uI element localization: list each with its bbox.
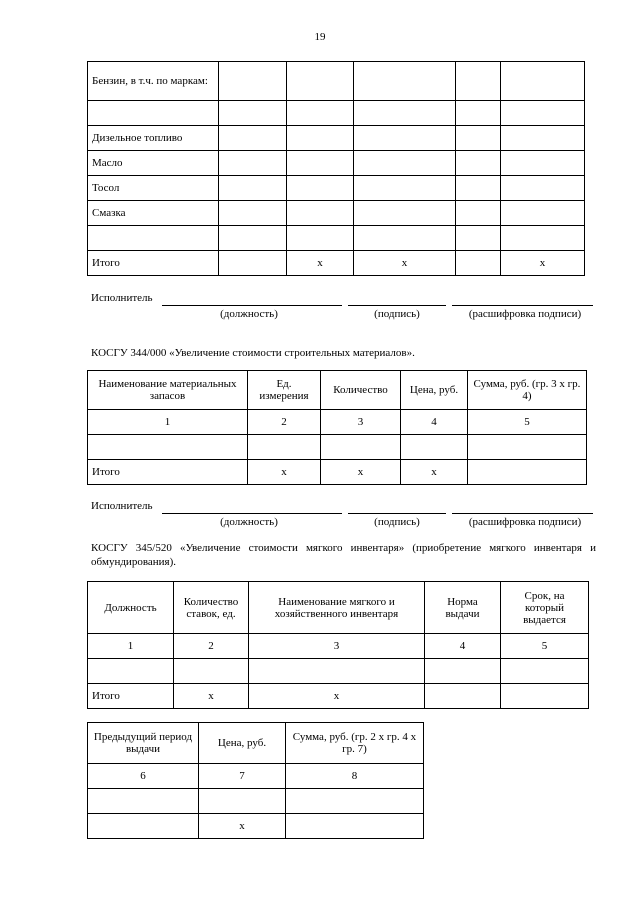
column-header: Наименование мягкого и хозяйственного инвентаря	[249, 582, 425, 634]
signature-label: Исполнитель	[91, 292, 153, 304]
table-row	[88, 62, 585, 101]
table-cell	[425, 659, 501, 684]
signature-block	[89, 500, 599, 530]
total-row	[88, 460, 587, 485]
table-cell	[501, 151, 585, 176]
page-number: 19	[314, 31, 326, 43]
table-cell: х	[174, 684, 249, 709]
column-header: Количество ставок, ед.	[174, 582, 249, 634]
header-row	[88, 723, 424, 764]
signature-caption: (подпись)	[374, 516, 420, 528]
inventory-cont-table	[87, 722, 424, 839]
header-row	[88, 582, 589, 634]
column-header: Норма выдачи	[425, 582, 501, 634]
table-row	[88, 435, 587, 460]
table-cell	[286, 814, 424, 839]
column-number: 4	[401, 410, 468, 435]
row-label	[88, 101, 219, 126]
table-cell	[219, 101, 287, 126]
signature-block	[89, 292, 599, 322]
table-cell	[287, 226, 354, 251]
table-cell	[174, 659, 249, 684]
table-cell	[354, 101, 456, 126]
table-row	[88, 101, 585, 126]
table-cell: х	[199, 814, 286, 839]
table-cell	[468, 435, 587, 460]
table-cell	[468, 460, 587, 485]
position-line	[162, 513, 342, 514]
table-cell	[287, 151, 354, 176]
column-header: Должность	[88, 582, 174, 634]
table-row	[88, 176, 585, 201]
table-row	[88, 126, 585, 151]
table-cell	[287, 176, 354, 201]
table-cell	[287, 62, 354, 101]
table-cell	[456, 201, 501, 226]
table-cell: х	[248, 460, 321, 485]
table-cell	[501, 62, 585, 101]
column-header: Сумма, руб. (гр. 3 х гр. 4)	[468, 371, 587, 410]
table-cell	[219, 201, 287, 226]
table-cell	[287, 126, 354, 151]
total-row	[88, 684, 589, 709]
table-cell	[219, 126, 287, 151]
table-cell	[354, 151, 456, 176]
table-cell	[501, 226, 585, 251]
table-cell: х	[321, 460, 401, 485]
table-cell	[456, 62, 501, 101]
column-number: 3	[321, 410, 401, 435]
table-cell: х	[501, 251, 585, 276]
column-number: 1	[88, 410, 248, 435]
table-row	[88, 251, 585, 276]
table-cell: х	[354, 251, 456, 276]
column-number: 1	[88, 634, 174, 659]
table-row	[88, 151, 585, 176]
table-cell	[219, 251, 287, 276]
table-cell	[287, 101, 354, 126]
total-label: Итого	[88, 684, 174, 709]
materials-heading: КОСГУ 344/000 «Увеличение стоимости строительных материалов».	[91, 347, 415, 359]
table-cell	[88, 659, 174, 684]
column-number: 6	[88, 764, 199, 789]
table-cell	[456, 251, 501, 276]
column-header: Количество	[321, 371, 401, 410]
row-label: Смазка	[88, 201, 219, 226]
table-cell	[219, 62, 287, 101]
table-cell	[456, 126, 501, 151]
column-number-row	[88, 410, 587, 435]
signature-line	[348, 513, 446, 514]
table-cell	[354, 126, 456, 151]
table-cell	[354, 176, 456, 201]
column-number-row	[88, 764, 424, 789]
table-row	[88, 789, 424, 814]
table-cell	[219, 151, 287, 176]
decoding-line	[452, 305, 593, 306]
header-row	[88, 371, 587, 410]
row-label: Масло	[88, 151, 219, 176]
position-caption: (должность)	[220, 308, 278, 320]
table-cell	[501, 176, 585, 201]
table-cell	[321, 435, 401, 460]
table-cell	[199, 789, 286, 814]
column-number: 4	[425, 634, 501, 659]
table-row	[88, 201, 585, 226]
row-label: Бензин, в т.ч. по маркам:	[88, 62, 219, 101]
column-number: 2	[174, 634, 249, 659]
inventory-table	[87, 581, 589, 709]
signature-caption: (подпись)	[374, 308, 420, 320]
position-line	[162, 305, 342, 306]
column-number: 3	[249, 634, 425, 659]
total-label: Итого	[88, 460, 248, 485]
position-caption: (должность)	[220, 516, 278, 528]
column-header: Сумма, руб. (гр. 2 х гр. 4 х гр. 7)	[286, 723, 424, 764]
table-cell	[88, 435, 248, 460]
row-label: Дизельное топливо	[88, 126, 219, 151]
table-cell	[354, 226, 456, 251]
signature-label: Исполнитель	[91, 500, 153, 512]
decoding-caption: (расшифровка подписи)	[468, 308, 582, 320]
signature-line	[348, 305, 446, 306]
table-row	[88, 659, 589, 684]
table-cell	[501, 684, 589, 709]
column-number: 7	[199, 764, 286, 789]
table-cell	[501, 126, 585, 151]
row-label	[88, 226, 219, 251]
table-cell	[501, 201, 585, 226]
column-number-row	[88, 634, 589, 659]
row-label: Итого	[88, 251, 219, 276]
materials-table	[87, 370, 587, 485]
table-cell	[456, 151, 501, 176]
table-cell: х	[287, 251, 354, 276]
table-cell	[219, 226, 287, 251]
table-cell	[456, 226, 501, 251]
column-header: Срок, на который выдается	[501, 582, 589, 634]
total-row	[88, 814, 424, 839]
table-cell	[425, 684, 501, 709]
column-number: 2	[248, 410, 321, 435]
table-cell	[219, 176, 287, 201]
table-cell	[249, 659, 425, 684]
row-label: Тосол	[88, 176, 219, 201]
column-header: Наименование материальных запасов	[88, 371, 248, 410]
column-number: 8	[286, 764, 424, 789]
table-cell	[501, 659, 589, 684]
table-cell: х	[249, 684, 425, 709]
table-cell	[456, 101, 501, 126]
fuel-table	[87, 61, 585, 276]
table-cell	[248, 435, 321, 460]
column-header: Ед. измерения	[248, 371, 321, 410]
table-cell	[456, 176, 501, 201]
decoding-caption: (расшифровка подписи)	[468, 516, 582, 528]
table-cell: х	[401, 460, 468, 485]
column-header: Цена, руб.	[401, 371, 468, 410]
column-header: Цена, руб.	[199, 723, 286, 764]
table-row	[88, 226, 585, 251]
table-cell	[401, 435, 468, 460]
table-cell	[287, 201, 354, 226]
table-cell	[286, 789, 424, 814]
table-cell	[501, 101, 585, 126]
table-cell	[354, 62, 456, 101]
inventory-heading: КОСГУ 345/520 «Увеличение стоимости мягкого инвентаря» (приобретение мягкого инвентаря и обмундирования).	[91, 542, 596, 568]
column-number: 5	[468, 410, 587, 435]
table-cell	[354, 201, 456, 226]
column-header: Предыдущий период выдачи	[88, 723, 199, 764]
total-label	[88, 814, 199, 839]
table-cell	[88, 789, 199, 814]
column-number: 5	[501, 634, 589, 659]
decoding-line	[452, 513, 593, 514]
